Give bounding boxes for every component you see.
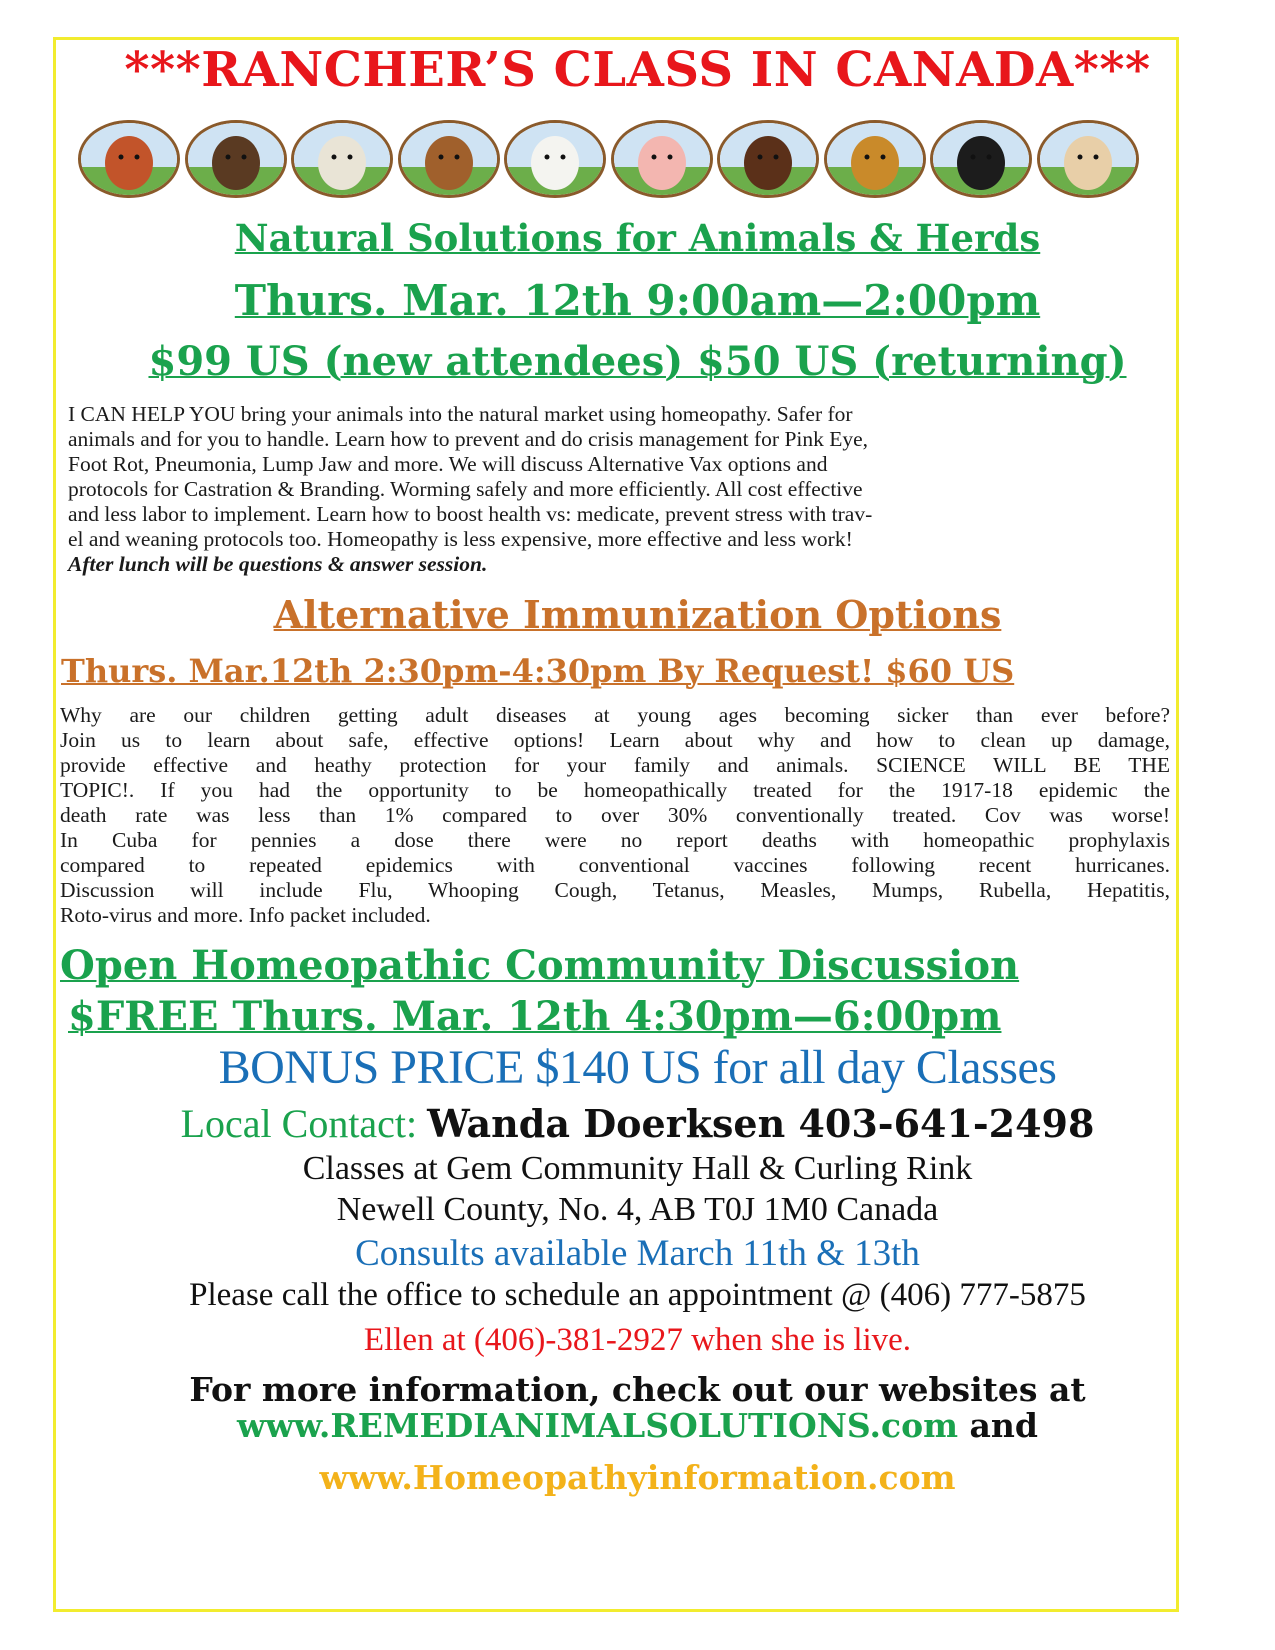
bee-icon (824, 120, 926, 198)
local-contact-name-phone: Wanda Doerksen 403-641-2498 (427, 1101, 1095, 1146)
section3-datetime: $FREE Thurs. Mar. 12th 4:30pm—6:00pm (68, 993, 1002, 1040)
section2-line: In Cuba for pennies a dose there were no report deaths with homeopathic prophylaxis (60, 828, 1170, 852)
website-remedianimalsolutions-link[interactable]: www.REMEDIANIMALSOLUTIONS.com (236, 1406, 959, 1445)
section2-line: Join us to learn about safe, effective options! Learn about why and how to clean up damage, (60, 728, 1170, 752)
local-contact (0, 1100, 1275, 1147)
website-homeopathyinformation-link[interactable]: www.Homeopathyinformation.com (319, 1458, 956, 1497)
section1-line: and less labor to implement. Learn how to boost health vs: medicate, prevent stress with trav- (68, 502, 873, 526)
cat-icon (1037, 120, 1139, 198)
section2-description (60, 703, 1170, 928)
section1-line: el and weaning protocols too. Homeopathy is less expensive, more effective and less work! (68, 527, 853, 551)
cow-icon (78, 120, 180, 198)
dog-icon (930, 120, 1032, 198)
section1-heading: Natural Solutions for Animals & Herds (234, 216, 1041, 260)
bonus-price: BONUS PRICE $140 US for all day Classes (218, 1041, 1057, 1094)
ellen-contact: Ellen at (406)-381-2927 when she is live. (363, 1322, 912, 1358)
section1-price: $99 US (new attendees) $50 US (returning) (148, 338, 1127, 385)
office-call-info: Please call the office to schedule an appointment @ (406) 777-5875 (189, 1277, 1086, 1313)
horse-icon (717, 120, 819, 198)
bison-icon (185, 120, 287, 198)
section2-line: Why are our children getting adult diseases at young ages becoming sicker than ever before? (60, 703, 1170, 727)
location-line-1: Classes at Gem Community Hall & Curling Rink (302, 1150, 973, 1187)
websites-line (0, 1406, 1275, 1445)
and-text: and (958, 1406, 1039, 1445)
chicken-icon (504, 120, 606, 198)
alpaca-icon (398, 120, 500, 198)
section3-heading: Open Homeopathic Community Discussion (60, 942, 1020, 989)
section2-line: Roto-virus and more. Info packet included. (60, 903, 431, 927)
flyer-title: ***RANCHER’S CLASS IN CANADA*** (124, 42, 1151, 98)
section1-line: protocols for Castration & Branding. Worming safely and more efficiently. All cost effective (68, 477, 863, 501)
section1-datetime: Thurs. Mar. 12th 9:00am—2:00pm (234, 276, 1041, 325)
pig-icon (611, 120, 713, 198)
section1-line: I CAN HELP YOU bring your animals into the natural market using homeopathy. Safer for (68, 402, 853, 426)
section1-line: Foot Rot, Pneumonia, Lump Jaw and more. We will discuss Alternative Vax options and (68, 452, 828, 476)
section2-line: compared to repeated epidemics with conventional vaccines following recent hurricanes. (60, 853, 1170, 877)
section2-line: provide effective and heathy protection for your family and animals. SCIENCE WILL BE THE (60, 753, 1170, 777)
section2-line: death rate was less than 1% compared to over 30% conventionally treated. Cov was worse! (60, 803, 1170, 827)
section2-line: TOPIC!. If you had the opportunity to be homeopathically treated for the 1917-18 epidemic the (60, 778, 1170, 802)
section2-datetime: Thurs. Mar.12th 2:30pm-4:30pm By Request! $60 US (61, 652, 1015, 690)
section1-qa-note: After lunch will be questions & answer session. (68, 552, 488, 576)
location-line-2: Newell County, No. 4, AB T0J 1M0 Canada (336, 1191, 939, 1228)
section2-heading: Alternative Immunization Options (273, 592, 1002, 637)
section1-description (68, 402, 1168, 577)
sheep-icon (291, 120, 393, 198)
local-contact-label: Local Contact: (180, 1101, 428, 1146)
animal-photo-strip (78, 120, 1138, 202)
more-info-text: For more information, check out our websites at (189, 1370, 1086, 1409)
consults-available: Consults available March 11th & 13th (355, 1233, 920, 1274)
section2-line: Discussion will include Flu, Whooping Cough, Tetanus, Measles, Mumps, Rubella, Hepatitis, (60, 878, 1170, 902)
section1-line: animals and for you to handle. Learn how to prevent and do crisis management for Pink Eye, (68, 427, 869, 451)
